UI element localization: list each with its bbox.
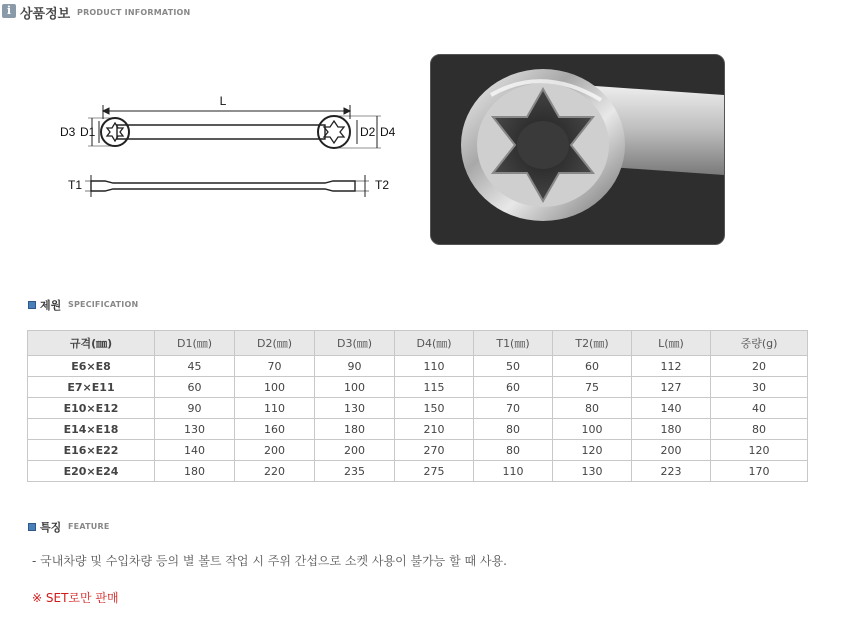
table-row: [28, 377, 808, 398]
table-cell: 210: [395, 419, 474, 440]
label-d3: D3: [60, 125, 76, 139]
table-cell: 140: [632, 398, 711, 419]
table-cell: 130: [315, 398, 395, 419]
table-cell: 120: [553, 440, 632, 461]
header-subtitle: PRODUCT INFORMATION: [77, 8, 191, 17]
table-cell: 127: [632, 377, 711, 398]
label-l: L: [219, 94, 227, 108]
feature-title: 특징: [40, 521, 62, 534]
table-cell: 170: [711, 461, 808, 482]
table-cell: 160: [235, 419, 315, 440]
table-cell: 130: [155, 419, 235, 440]
label-t2: T2: [375, 178, 390, 192]
table-cell: E14×E18: [28, 419, 155, 440]
table-cell: 275: [395, 461, 474, 482]
table-cell: 80: [553, 398, 632, 419]
column-header: T2(㎜): [553, 331, 632, 356]
table-cell: 45: [155, 356, 235, 377]
product-photo: [430, 54, 725, 245]
label-d4: D4: [380, 125, 396, 139]
feature-description: - 국내차량 및 수입차량 등의 별 볼트 작업 시 주위 간섭으로 소켓 사용이 불가능 할 때 사용.: [32, 554, 507, 568]
header-title: 상품정보: [20, 7, 71, 22]
table-cell: 115: [395, 377, 474, 398]
sales-note: ※ SET로만 판매: [32, 591, 119, 605]
feature-subtitle: FEATURE: [68, 522, 110, 531]
table-cell: 180: [155, 461, 235, 482]
table-cell: 200: [315, 440, 395, 461]
column-header: 규격(㎜): [28, 331, 155, 356]
wrench-dimension-diagram: [55, 85, 400, 205]
column-header: 중량(g): [711, 331, 808, 356]
section-bullet-icon: [28, 523, 36, 531]
product-info-header: [0, 0, 857, 24]
table-header-row: [28, 331, 808, 356]
column-header: L(㎜): [632, 331, 711, 356]
table-row: [28, 419, 808, 440]
column-header: D1(㎜): [155, 331, 235, 356]
column-header: D3(㎜): [315, 331, 395, 356]
table-cell: 40: [711, 398, 808, 419]
section-bullet-icon: [28, 301, 36, 309]
column-header: D4(㎜): [395, 331, 474, 356]
table-cell: 30: [711, 377, 808, 398]
table-cell: 60: [553, 356, 632, 377]
table-cell: 70: [474, 398, 553, 419]
table-cell: 80: [474, 440, 553, 461]
table-cell: 223: [632, 461, 711, 482]
table-cell: E10×E12: [28, 398, 155, 419]
spec-table: [27, 330, 808, 482]
column-header: D2(㎜): [235, 331, 315, 356]
info-icon: i: [2, 4, 16, 18]
table-cell: E6×E8: [28, 356, 155, 377]
table-cell: 180: [315, 419, 395, 440]
label-t1: T1: [68, 178, 83, 192]
table-cell: 50: [474, 356, 553, 377]
table-cell: 270: [395, 440, 474, 461]
table-cell: 140: [155, 440, 235, 461]
torx-wrench-photo: [431, 55, 724, 244]
table-cell: 200: [235, 440, 315, 461]
table-cell: 130: [553, 461, 632, 482]
table-cell: 90: [155, 398, 235, 419]
column-header: T1(㎜): [474, 331, 553, 356]
table-cell: 20: [711, 356, 808, 377]
table-cell: 60: [474, 377, 553, 398]
table-cell: 100: [315, 377, 395, 398]
side-view: [91, 181, 355, 191]
table-cell: 60: [155, 377, 235, 398]
table-cell: 80: [474, 419, 553, 440]
table-cell: 90: [315, 356, 395, 377]
spec-title: 제원: [40, 299, 62, 312]
table-row: [28, 461, 808, 482]
table-cell: 100: [553, 419, 632, 440]
table-cell: 150: [395, 398, 474, 419]
table-cell: 235: [315, 461, 395, 482]
table-cell: 120: [711, 440, 808, 461]
table-cell: 110: [395, 356, 474, 377]
table-cell: 110: [474, 461, 553, 482]
table-row: [28, 398, 808, 419]
table-cell: 112: [632, 356, 711, 377]
table-cell: E7×E11: [28, 377, 155, 398]
label-d1: D1: [80, 125, 96, 139]
table-cell: E16×E22: [28, 440, 155, 461]
table-cell: 70: [235, 356, 315, 377]
table-cell: 75: [553, 377, 632, 398]
spec-subtitle: SPECIFICATION: [68, 300, 139, 309]
table-cell: 110: [235, 398, 315, 419]
label-d2: D2: [360, 125, 376, 139]
table-cell: 80: [711, 419, 808, 440]
table-row: [28, 440, 808, 461]
table-cell: E20×E24: [28, 461, 155, 482]
table-cell: 180: [632, 419, 711, 440]
table-row: [28, 356, 808, 377]
table-cell: 100: [235, 377, 315, 398]
table-cell: 200: [632, 440, 711, 461]
table-cell: 220: [235, 461, 315, 482]
